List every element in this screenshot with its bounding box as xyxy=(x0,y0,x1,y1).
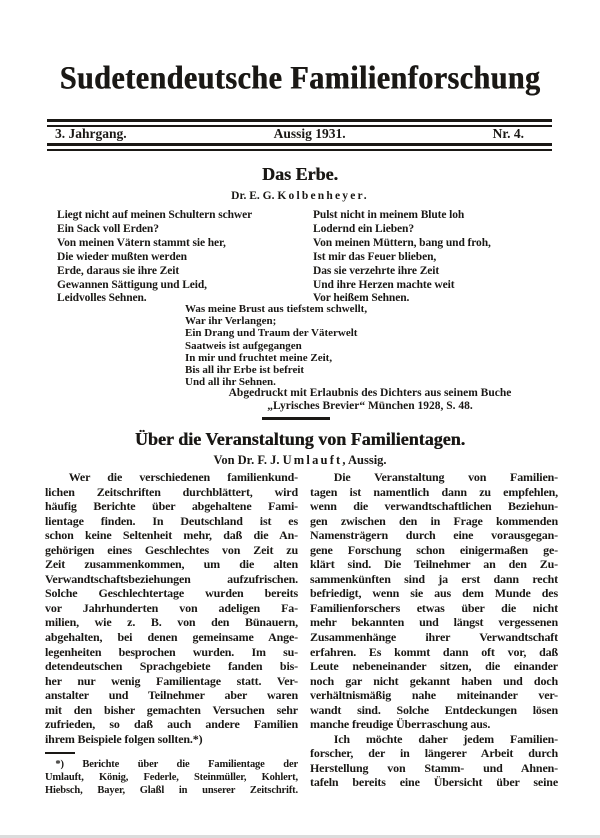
text-line: vor Jahrhunderten von adeligen Fa- xyxy=(45,600,298,615)
volume-label: 3. Jahrgang. xyxy=(55,126,127,141)
text-line: War ihr Verlangen; xyxy=(185,315,277,328)
section-divider-rule xyxy=(262,417,330,420)
text-line: In mir und fruchtet meine Zeit, xyxy=(185,351,333,364)
text-line: noch gar nicht gekannt haben und doch xyxy=(310,673,558,688)
text-line: Leidvolles Sehnen. xyxy=(57,292,147,305)
text-line: Von meinen Müttern, bang und froh, xyxy=(313,236,491,249)
text-line: Vor heißem Sehnen. xyxy=(313,292,410,305)
text-line: Pulst nicht in meinem Blute loh xyxy=(313,209,465,221)
text-line: Lodernd ein Lieben? xyxy=(313,222,414,235)
text-line: Familienforschers etwas über die nicht xyxy=(310,600,558,615)
masthead-title: Sudetendeutsche Familienforschung xyxy=(59,60,541,97)
text-line: Bis all ihr Erbe ist befreit xyxy=(185,364,305,377)
footnote-text xyxy=(45,758,298,797)
article-byline xyxy=(0,453,600,468)
text-line: mit den bisher gemachten Versuchen sehr xyxy=(45,702,298,717)
text-line: Von meinen Vätern stammt sie her, xyxy=(57,236,226,249)
text-line: Die wieder mußten werden xyxy=(57,250,187,263)
column-left-text xyxy=(45,470,298,746)
text-line: her nur wenig Familientage statt. Ver- xyxy=(45,673,298,688)
text-line: sammenkünften sind ja erst dann recht xyxy=(310,571,558,586)
text-line: gehörigen eines Geschlechtes von Zeit zu xyxy=(45,542,298,557)
poem-credit-line-2: „Lyrisches Brevier“ München 1928, S. 48. xyxy=(267,399,473,412)
text-line: befriedigt, wenn sie aus dem Munde des xyxy=(310,586,558,601)
poem-stanza-left xyxy=(57,209,307,306)
text-line: forscher, der in längerer Arbeit durch xyxy=(310,746,558,761)
byline-prefix: Von Dr. F. J. xyxy=(213,453,280,467)
text-line: manche freudige Überraschung aus. xyxy=(310,717,491,732)
text-line: schon keine Seltenheit mehr, daß die An- xyxy=(45,528,298,543)
text-line: tagen ist namentlich dann zu empfehlen, xyxy=(310,484,558,499)
poem-author-line xyxy=(0,190,600,202)
text-line: Namensträgern durch eine vorausgegan- xyxy=(310,528,558,543)
article-column-right xyxy=(310,470,558,797)
text-line: Wer die verschiedenen familienkund- xyxy=(45,470,298,484)
article-column-left xyxy=(45,470,298,797)
issue-number-label: Nr. 4. xyxy=(492,126,524,141)
poem-author-name: Kolbenheyer. xyxy=(277,190,369,202)
text-line: gene Forschung schon einigermaßen ge- xyxy=(310,542,558,557)
poem-credit xyxy=(180,387,560,412)
text-line: Solche Geschlechtertage wurden bereits xyxy=(45,586,298,601)
text-line: zufrieden, so daß auch andere Familien xyxy=(45,717,298,732)
text-line: lientage finden. In Deutschland ist es xyxy=(45,513,298,528)
text-line: Ich möchte daher jedem Familien- xyxy=(310,731,558,746)
text-line: Saatweis ist aufgegangen xyxy=(185,339,302,352)
text-line: milien, wie z. B. von den Bünauern, xyxy=(45,615,298,630)
poem-credit-line-1: Abgedruckt mit Erlaubnis des Dichters aus seinem Buche xyxy=(228,387,512,399)
poem-author-prefix: Dr. E. G. xyxy=(231,190,275,202)
poem-title: Das Erbe. xyxy=(262,164,338,184)
text-line: erfahren. Es kommt dann oft vor, daß xyxy=(310,644,558,659)
byline-suffix: , Aussig. xyxy=(342,453,387,467)
text-line: Das sie verzehrte ihre Zeit xyxy=(313,264,440,277)
column-right-text xyxy=(310,470,558,790)
text-line: ihrem Beispiele folgen sollten.*) xyxy=(45,731,203,746)
text-line: Umlauft, König, Federle, Steinmüller, Kohlert, xyxy=(45,772,298,784)
text-line: wenn die verwandtschaftlichen Beziehun- xyxy=(310,499,558,514)
byline-author-name: Umlauft xyxy=(282,453,343,467)
text-line: verhältnismäßig nahe miteinander ver- xyxy=(310,688,558,703)
text-line: Zeit zusammenkommen, um die alten xyxy=(45,557,298,572)
footnote-rule xyxy=(45,752,75,754)
text-line: mehr bekannten und längst vergessenen xyxy=(310,615,558,630)
poem-stanza-center xyxy=(185,303,435,388)
text-line: Ein Drang und Traum der Väterwelt xyxy=(185,327,358,340)
text-line: Leute nebeneinander sitzen, die einander xyxy=(310,659,558,674)
text-line: Verwandtschaftsbeziehungen aufzufrischen. xyxy=(45,571,298,586)
text-line: anstalter und Teilnehmer aber waren xyxy=(45,688,298,703)
text-line: Was meine Brust aus tiefstem schwellt, xyxy=(185,303,368,315)
text-line: lichen Zeitschriften durchblättert, wird xyxy=(45,484,298,499)
text-line: Und ihre Herzen machte weit xyxy=(313,278,455,291)
place-date-label: Aussig 1931. xyxy=(273,126,346,141)
text-line: Gewannen Sättigung und Leid, xyxy=(57,278,207,291)
text-line: häufig Berichte über abgehaltene Fami- xyxy=(45,499,298,514)
text-line: gen zwischen den in Frage kommenden xyxy=(310,513,558,528)
text-line: Hiebsch, Bayer, Glaßl in unserer Zeitschrift. xyxy=(45,785,298,797)
issue-info-row xyxy=(47,126,552,142)
text-line: tafeln bereits eine Übersicht über seine xyxy=(310,775,558,790)
text-line: wandt sind. Solche Entdeckungen lösen xyxy=(310,702,558,717)
text-line: Zusammenhänge ihrer Verwandtschaft xyxy=(310,630,558,645)
text-line: abgehalten, bei denen gemeinsame Ange- xyxy=(45,630,298,645)
text-line: klärt sind. Die Teilnehmer an den Zu- xyxy=(310,557,558,572)
article-title: Über die Veranstaltung von Familientagen. xyxy=(134,429,466,449)
article-body-columns xyxy=(45,470,558,797)
text-line: *) Berichte über die Familientage der xyxy=(45,759,298,771)
text-line: Erde, daraus sie ihre Zeit xyxy=(57,264,180,277)
text-line: Ein Sack voll Erden? xyxy=(57,222,159,235)
text-line: legenheiten besprochen wurden. Im su- xyxy=(45,644,298,659)
text-line: Herstellung von Stamm- und Ahnen- xyxy=(310,760,558,775)
text-line: Die Veranstaltung von Familien- xyxy=(310,470,558,484)
text-line: detendeutschen Sprachgebiete fanden bis- xyxy=(45,659,298,674)
text-line: Und all ihr Sehnen. xyxy=(185,376,276,389)
double-rule-bottom xyxy=(47,143,552,151)
text-line: Ist mir das Feuer blieben, xyxy=(313,250,437,263)
text-line: Liegt nicht auf meinen Schultern schwer xyxy=(57,209,253,221)
poem-stanza-right xyxy=(313,209,563,306)
